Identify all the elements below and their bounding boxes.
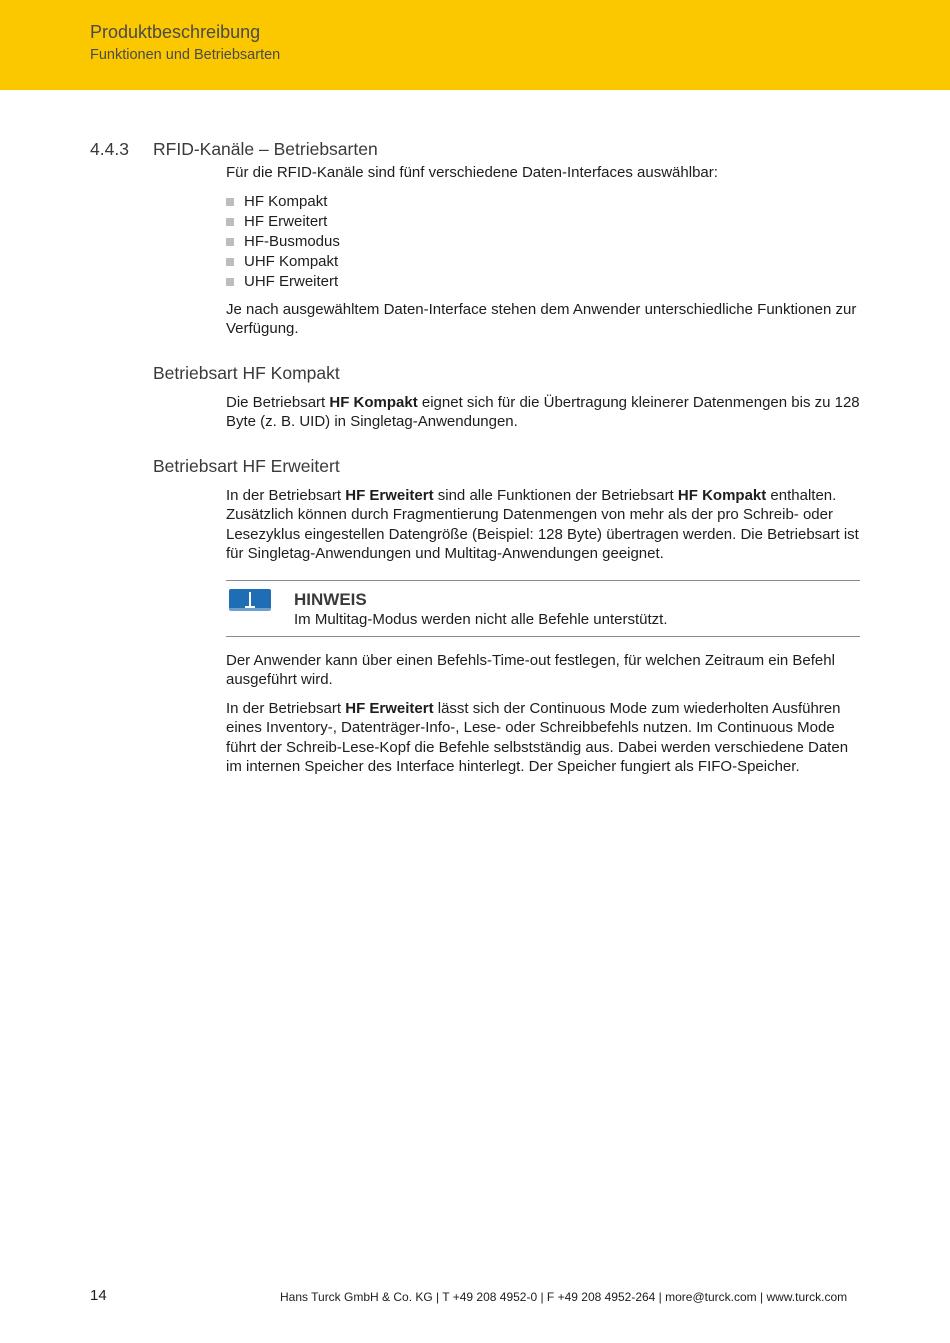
- page-header: [0, 0, 950, 90]
- note-top-rule: [226, 580, 860, 581]
- heading-hf-kompakt: Betriebsart HF Kompakt: [153, 363, 340, 383]
- note-title: HINWEIS: [294, 590, 367, 609]
- hf-kompakt-paragraph: Die Betriebsart HF Kompakt eignet sich für die Übertragung kleinerer Datenmengen bis zu 128 Byte (z. B. UID) in Singletag-Anwendungen.: [226, 394, 860, 431]
- list-item: UHF Erweitert: [226, 272, 340, 292]
- note-bottom-rule: [226, 636, 860, 637]
- list-item: UHF Kompakt: [226, 252, 340, 272]
- page-number: 14: [90, 1287, 107, 1304]
- heading-hf-erweitert: Betriebsart HF Erweitert: [153, 456, 340, 476]
- section-number: 4.4.3: [90, 139, 129, 159]
- square-bullet-icon: [226, 198, 234, 206]
- footer-contact: Hans Turck GmbH & Co. KG | T +49 208 4952-0 | F +49 208 4952-264 | more@turck.com | www.turck.com: [280, 1290, 848, 1304]
- square-bullet-icon: [226, 238, 234, 246]
- intro-paragraph: Für die RFID-Kanäle sind fünf verschiedene Daten-Interfaces auswählbar:: [226, 164, 718, 181]
- timeout-paragraph: Der Anwender kann über einen Befehls-Time-out festlegen, für welchen Zeitraum ein Befehl ausgeführt wird.: [226, 652, 835, 689]
- square-bullet-icon: [226, 218, 234, 226]
- book-icon: [229, 589, 271, 611]
- square-bullet-icon: [226, 278, 234, 286]
- square-bullet-icon: [226, 258, 234, 266]
- list-item: HF Kompakt: [226, 192, 340, 212]
- list-item: HF Erweitert: [226, 212, 340, 232]
- continuous-mode-paragraph: In der Betriebsart HF Erweitert lässt sich der Continuous Mode zum wiederholten Ausführen eines Inventory-, Datenträger-Info-, Lese- oder Schreibbefehls nutzen. Im Continuous Mode führt der Schreib-Lese-Kopf die Befehle selbstständig aus. Dabei werden verschiedene Daten im internen Speicher des Interface hinterlegt. Der Speicher fungiert als FIFO-Speicher.: [226, 700, 849, 775]
- interface-list: [226, 192, 340, 292]
- list-item: HF-Busmodus: [226, 232, 340, 252]
- after-list-paragraph: Je nach ausgewähltem Daten-Interface stehen dem Anwender unterschiedliche Funktionen zur Verfügung.: [226, 301, 857, 338]
- hf-erweitert-paragraph: In der Betriebsart HF Erweitert sind alle Funktionen der Betriebsart HF Kompakt enthalten. Zusätzlich können durch Fragmentierung Datenmengen von mehr als der pro Schreib- oder Lesezyklus eingestellen Datengröße (Beispiel: 128 Byte) übertragen werden. Die Betriebsart ist für Singletag-Anwendungen und Multitag-Anwendungen geeignet.: [226, 487, 859, 562]
- section-title: RFID-Kanäle – Betriebsarten: [153, 139, 378, 159]
- header-title: Produktbeschreibung: [90, 22, 261, 42]
- header-subtitle: Funktionen und Betriebsarten: [90, 47, 281, 63]
- note-text: Im Multitag-Modus werden nicht alle Befehle unterstützt.: [294, 611, 668, 628]
